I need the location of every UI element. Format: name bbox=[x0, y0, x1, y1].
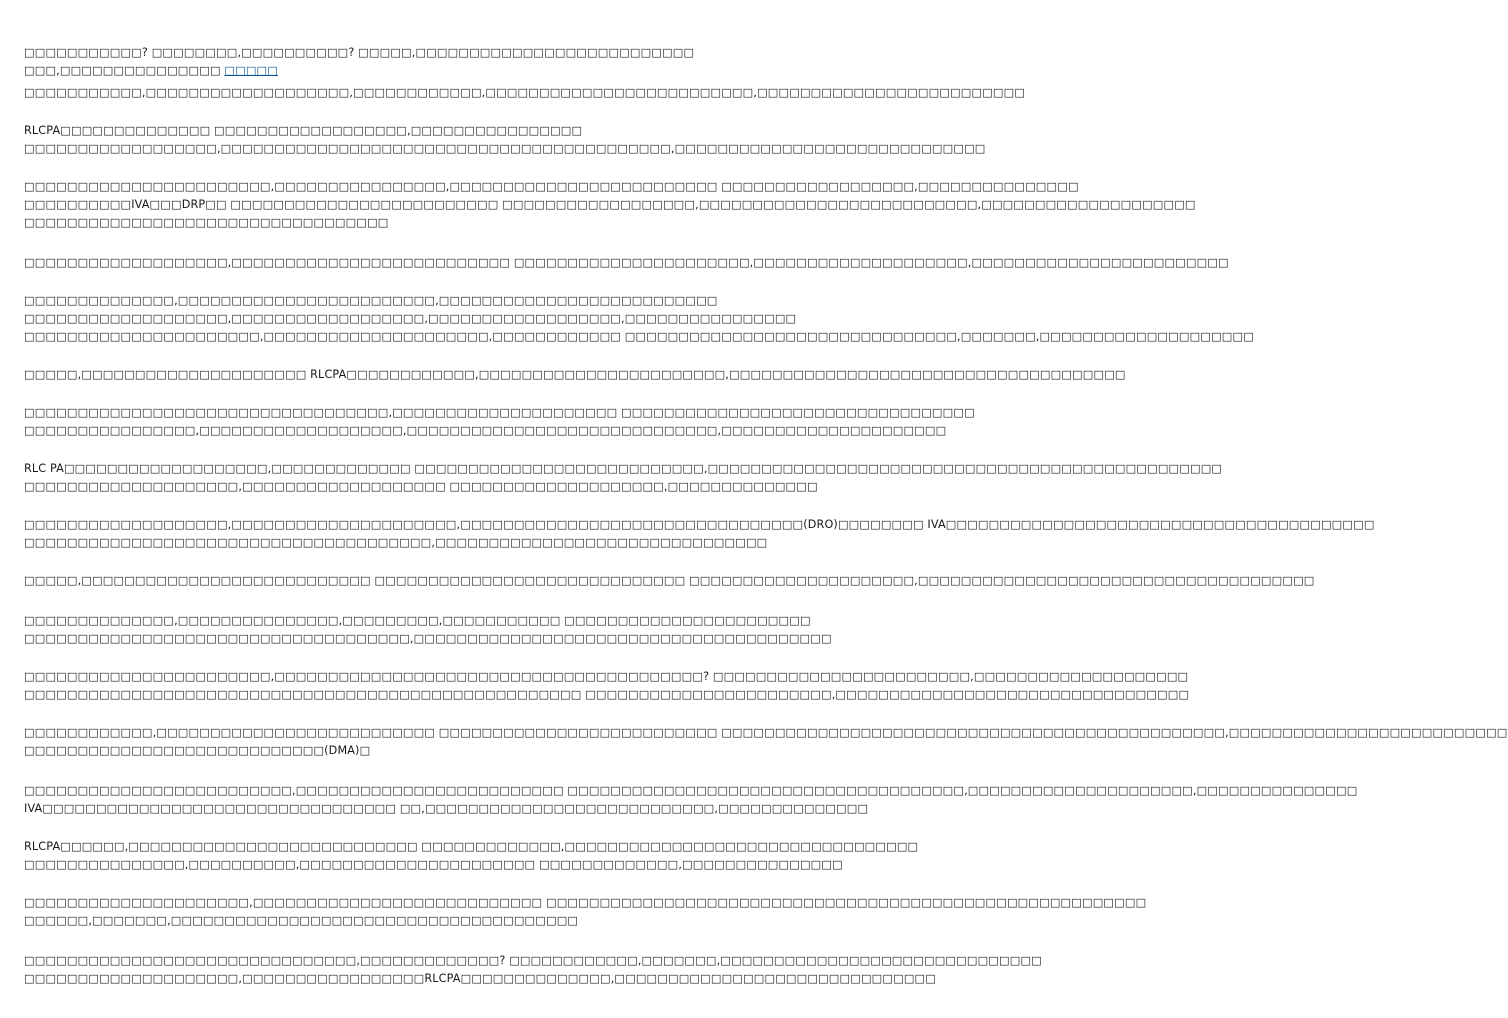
paragraph-1-link[interactable]: □□□□□ bbox=[224, 64, 278, 77]
paragraph-11 bbox=[24, 572, 1315, 590]
paragraph-6-line-1: □□□□□□□□□□□□□□,□□□□□□□□□□□□□□□□□□□□□□□□,□□□□□□□□□□□□□□□□□□□□□□□□□□ bbox=[24, 294, 718, 307]
paragraph-18-line-2: □□□□□□□□□□□□□□□□□□□□,□□□□□□□□□□□□□□□□□RLCPA□□□□□□□□□□□□□□,□□□□□□□□□□□□□□□□□□□□□□□□□□□□□□ bbox=[24, 972, 937, 985]
paragraph-12 bbox=[24, 612, 832, 648]
paragraph-5-line-1: □□□□□□□□□□□□□□□□□□□,□□□□□□□□□□□□□□□□□□□□□□□□□□ □□□□□□□□□□□□□□□□□□□□□□,□□□□□□□□□□□□□□□□□□□□,□□□□□□□□□□□□□□□□□□□□□□□□ bbox=[24, 256, 1229, 269]
paragraph-8 bbox=[24, 404, 975, 440]
paragraph-16 bbox=[24, 838, 919, 874]
paragraph-3 bbox=[24, 122, 986, 158]
paragraph-12-line-1: □□□□□□□□□□□□□□,□□□□□□□□□□□□□□□,□□□□□□□□□,□□□□□□□□□□□ □□□□□□□□□□□□□□□□□□□□□□□ bbox=[24, 614, 811, 627]
paragraph-7 bbox=[24, 366, 1126, 384]
paragraph-6-line-3: □□□□□□□□□□□□□□□□□□□□□□,□□□□□□□□□□□□□□□□□□□□□,□□□□□□□□□□□□ □□□□□□□□□□□□□□□□□□□□□□□□□□□□□□□,□□□□□□□,□□□□□□□□□□□□□□□□□□□□ bbox=[24, 330, 1254, 343]
paragraph-14 bbox=[24, 724, 1508, 760]
paragraph-4-line-1: □□□□□□□□□□□□□□□□□□□□□□□,□□□□□□□□□□□□□□□□,□□□□□□□□□□□□□□□□□□□□□□□□□ □□□□□□□□□□□□□□□□□□,□□□□□□□□□□□□□□□ bbox=[24, 180, 1079, 193]
paragraph-2 bbox=[24, 84, 1026, 102]
paragraph-17-line-1: □□□□□□□□□□□□□□□□□□□□□,□□□□□□□□□□□□□□□□□□□□□□□□□□□ □□□□□□□□□□□□□□□□□□□□□□□□□□□□□□□□□□□□□□□□□□□□□□□□□□□□□□□□ bbox=[24, 896, 1147, 909]
paragraph-8-line-2: □□□□□□□□□□□□□□□□,□□□□□□□□□□□□□□□□□□□,□□□□□□□□□□□□□□□□□□□□□□□□□□□□□,□□□□□□□□□□□□□□□□□□□□□ bbox=[24, 424, 947, 437]
paragraph-5 bbox=[24, 254, 1229, 272]
paragraph-18 bbox=[24, 952, 1042, 988]
paragraph-18-line-1: □□□□□□□□□□□□□□□□□□□□□□□□□□□□□□□,□□□□□□□□□□□□□? □□□□□□□□□□□□,□□□□□□□,□□□□□□□□□□□□□□□□□□□□□□□□□□□□□□ bbox=[24, 954, 1042, 967]
paragraph-3-line-1: RLCPA□□□□□□□□□□□□□□ □□□□□□□□□□□□□□□□□□,□□□□□□□□□□□□□□□□ bbox=[24, 124, 583, 137]
paragraph-14-line-2: □□□□□□□□□□□□□□□□□□□□□□□□□□□□(DMA)□ bbox=[24, 744, 371, 757]
paragraph-9-line-2: □□□□□□□□□□□□□□□□□□□□,□□□□□□□□□□□□□□□□□□□ □□□□□□□□□□□□□□□□□□□□,□□□□□□□□□□□□□□ bbox=[24, 480, 818, 493]
paragraph-10-line-1: □□□□□□□□□□□□□□□□□□□,□□□□□□□□□□□□□□□□□□□□□,□□□□□□□□□□□□□□□□□□□□□□□□□□□□□□□□(DRO)□□□□□□□□ IVA□□□□□□□□□□□□□□□□□□□□□□□□□□□□□□□□□□□□□□□□ bbox=[24, 518, 1375, 531]
paragraph-17 bbox=[24, 894, 1147, 930]
paragraph-10 bbox=[24, 516, 1375, 552]
paragraph-6 bbox=[24, 292, 1254, 346]
paragraph-16-line-2: □□□□□□□□□□□□□□□,□□□□□□□□□□,□□□□□□□□□□□□□□□□□□□□□□ □□□□□□□□□□□□□,□□□□□□□□□□□□□□□ bbox=[24, 858, 843, 871]
paragraph-12-line-2: □□□□□□□□□□□□□□□□□□□□□□□□□□□□□□□□□□□□,□□□□□□□□□□□□□□□□□□□□□□□□□□□□□□□□□□□□□□□ bbox=[24, 632, 832, 645]
paragraph-3-line-2: □□□□□□□□□□□□□□□□□□,□□□□□□□□□□□□□□□□□□□□□□□□□□□□□□□□□□□□□□□□□□,□□□□□□□□□□□□□□□□□□□□□□□□□□□□□ bbox=[24, 142, 986, 155]
paragraph-15-line-2: IVA□□□□□□□□□□□□□□□□□□□□□□□□□□□□□□□□□ □□,□□□□□□□□□□□□□□□□□□□□□□□□□□□,□□□□□□□□□□□□□□ bbox=[24, 802, 869, 815]
paragraph-10-line-2: □□□□□□□□□□□□□□□□□□□□□□□□□□□□□□□□□□□□□□,□□□□□□□□□□□□□□□□□□□□□□□□□□□□□□□ bbox=[24, 536, 768, 549]
paragraph-1 bbox=[24, 44, 702, 80]
paragraph-9-line-1: RLC PA□□□□□□□□□□□□□□□□□□□,□□□□□□□□□□□□□ □□□□□□□□□□□□□□□□□□□□□□□□□□□,□□□□□□□□□□□□□□□□□□□□□□□□□□□□□□□□□□□□□□□□□□□□□□□□ bbox=[24, 462, 1223, 475]
paragraph-11-line-1: □□□□□,□□□□□□□□□□□□□□□□□□□□□□□□□□□ □□□□□□□□□□□□□□□□□□□□□□□□□□□□□ □□□□□□□□□□□□□□□□□□□□□,□□□□□□□□□□□□□□□□□□□□□□□□□□□□□□□□□□□□□ bbox=[24, 574, 1315, 587]
paragraph-4 bbox=[24, 178, 1196, 232]
paragraph-13 bbox=[24, 668, 1190, 704]
paragraph-4-line-2: □□□□□□□□□□IVA□□□DRP□□ □□□□□□□□□□□□□□□□□□□□□□□□□ □□□□□□□□□□□□□□□□□□,□□□□□□□□□□□□□□□□□□□□□□□□□□,□□□□□□□□□□□□□□□□□□□□ bbox=[24, 198, 1196, 211]
paragraph-15-line-1: □□□□□□□□□□□□□□□□□□□□□□□□□,□□□□□□□□□□□□□□□□□□□□□□□□□ □□□□□□□□□□□□□□□□□□□□□□□□□□□□□□□□□□□□□,□□□□□□□□□□□□□□□□□□□□□,□□□□□□□□□□□□□□□ bbox=[24, 784, 1358, 797]
paragraph-14-line-1: □□□□□□□□□□□□,□□□□□□□□□□□□□□□□□□□□□□□□□□ □□□□□□□□□□□□□□□□□□□□□□□□□□ □□□□□□□□□□□□□□□□□□□□□□□□□□□□□□□□□□□□□□□□□□□□□□□,□□□□□□□□□□□□□□□□□□□□□□□□□□ bbox=[24, 726, 1508, 739]
paragraph-13-line-1: □□□□□□□□□□□□□□□□□□□□□□□,□□□□□□□□□□□□□□□□□□□□□□□□□□□□□□□□□□□□□□□□? □□□□□□□□□□□□□□□□□□□□□□□□,□□□□□□□□□□□□□□□□□□□□ bbox=[24, 670, 1189, 683]
paragraph-6-line-2: □□□□□□□□□□□□□□□□□□□,□□□□□□□□□□□□□□□□□□,□□□□□□□□□□□□□□□□□□,□□□□□□□□□□□□□□□□ bbox=[24, 312, 797, 325]
paragraph-4-line-3: □□□□□□□□□□□□□□□□□□□□□□□□□□□□□□□□□□ bbox=[24, 216, 389, 229]
paragraph-8-line-1: □□□□□□□□□□□□□□□□□□□□□□□□□□□□□□□□□□,□□□□□□□□□□□□□□□□□□□□□ □□□□□□□□□□□□□□□□□□□□□□□□□□□□□□□□□ bbox=[24, 406, 975, 419]
paragraph-1-line-1: □□□□□□□□□□□? □□□□□□□□,□□□□□□□□□□? □□□□□,□□□□□□□□□□□□□□□□□□□□□□□□□□□□□,□□□□□□□□□□□□□□□ bbox=[24, 46, 695, 77]
paragraph-9 bbox=[24, 460, 1223, 496]
paragraph-17-line-2: □□□□□□,□□□□□□□,□□□□□□□□□□□□□□□□□□□□□□□□□□□□□□□□□□□□□□ bbox=[24, 914, 579, 927]
paragraph-16-line-1: RLCPA□□□□□□,□□□□□□□□□□□□□□□□□□□□□□□□□□□ □□□□□□□□□□□□□,□□□□□□□□□□□□□□□□□□□□□□□□□□□□□□□□□ bbox=[24, 840, 919, 853]
paragraph-2-line-1: □□□□□□□□□□□,□□□□□□□□□□□□□□□□□□□,□□□□□□□□□□□□,□□□□□□□□□□□□□□□□□□□□□□□□□,□□□□□□□□□□□□□□□□□□□□□□□□□ bbox=[24, 86, 1026, 99]
paragraph-7-line-1: □□□□□,□□□□□□□□□□□□□□□□□□□□□ RLCPA□□□□□□□□□□□□,□□□□□□□□□□□□□□□□□□□□□□□,□□□□□□□□□□□□□□□□□□□□□□□□□□□□□□□□□□□□□ bbox=[24, 368, 1126, 381]
paragraph-13-line-2: □□□□□□□□□□□□□□□□□□□□□□□□□□□□□□□□□□□□□□□□□□□□□□□□□□□□ □□□□□□□□□□□□□□□□□□□□□□□,□□□□□□□□□□□□□□□□□□□□□□□□□□□□□□□□□ bbox=[24, 688, 1190, 701]
paragraph-15 bbox=[24, 782, 1358, 818]
